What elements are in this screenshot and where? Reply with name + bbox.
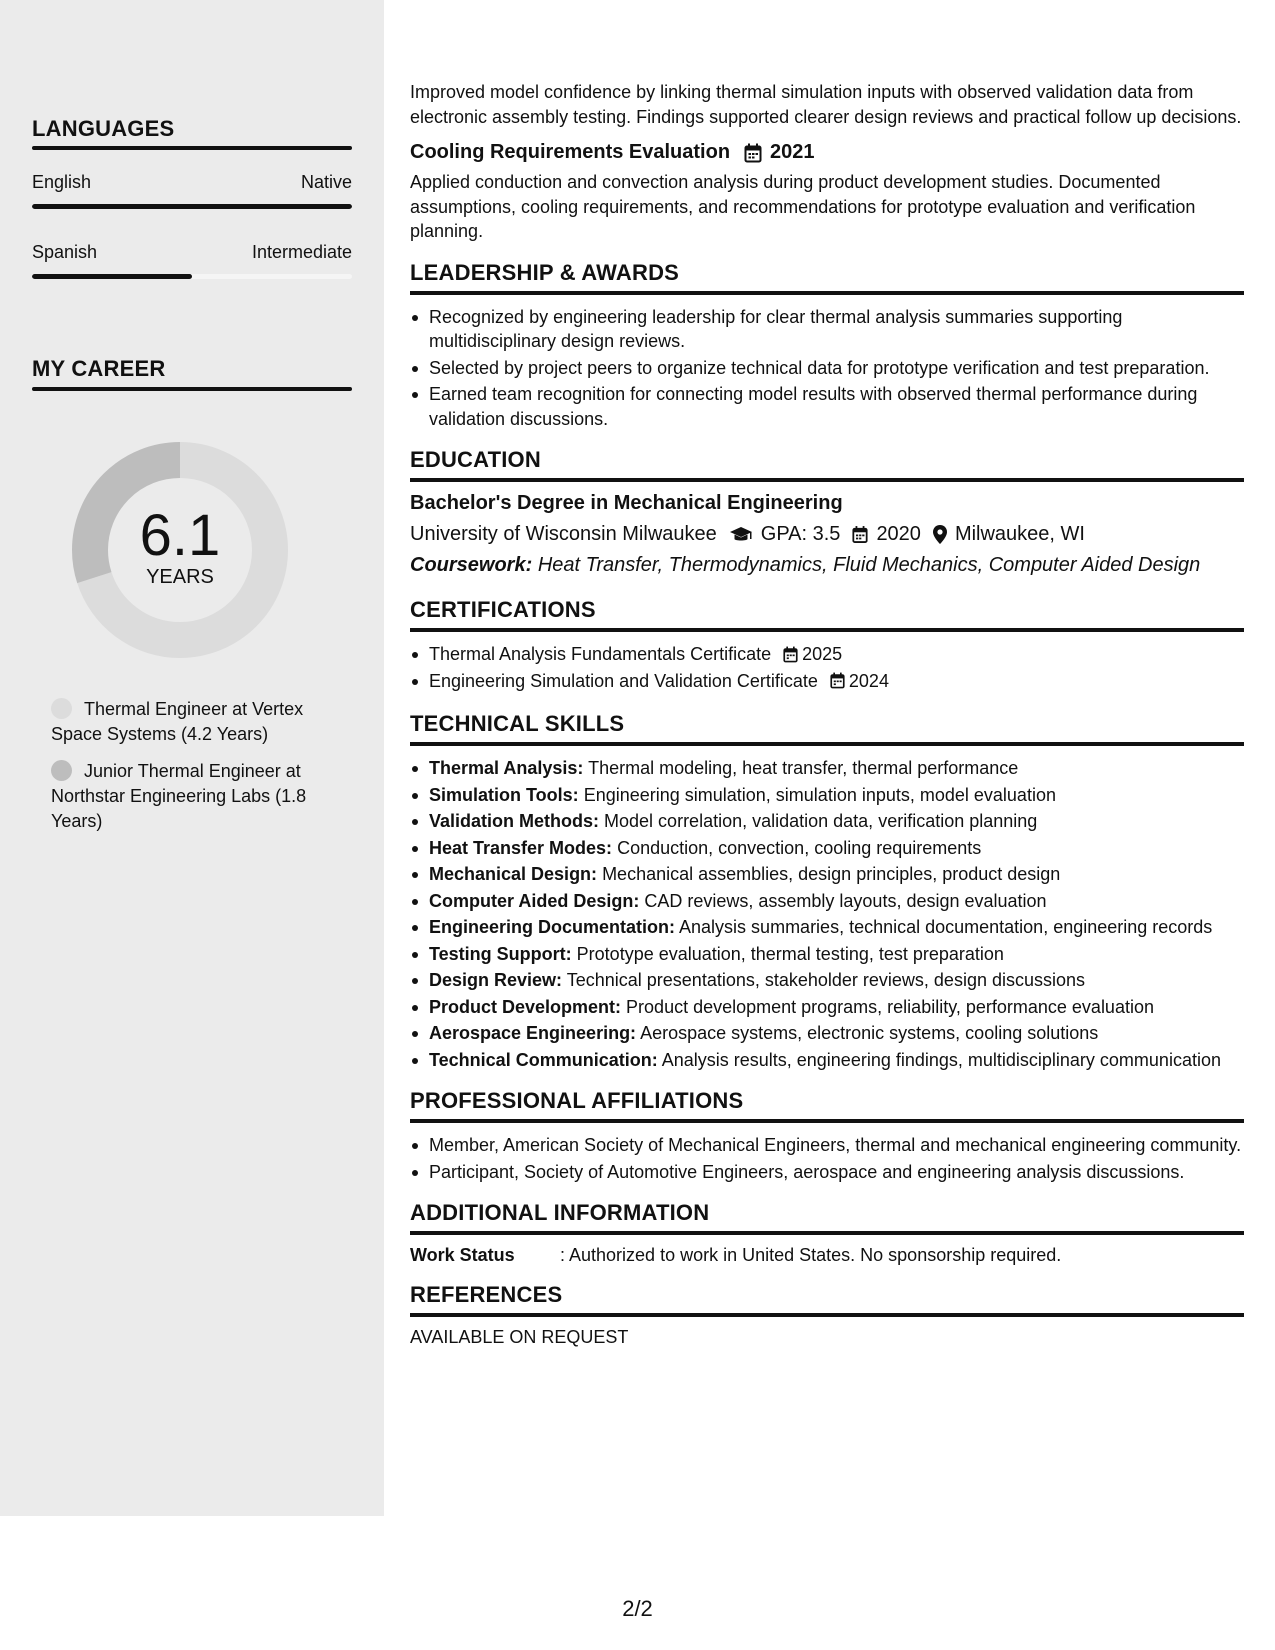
skill-item bbox=[410, 915, 1244, 940]
project-title: Cooling Requirements Evaluation bbox=[410, 141, 731, 163]
list-item: Earned team recognition for connecting model results with observed thermal performance during validation discussions. bbox=[410, 382, 1244, 431]
career-total bbox=[62, 504, 298, 589]
skill-item bbox=[410, 942, 1244, 967]
project-year: 2021 bbox=[770, 141, 815, 163]
education-section bbox=[410, 447, 1244, 577]
work-status-label: Work Status bbox=[410, 1245, 515, 1265]
career-legend-dot bbox=[51, 698, 72, 719]
sidebar bbox=[0, 0, 384, 1516]
skill-text: Thermal modeling, heat transfer, thermal performance bbox=[588, 758, 1019, 778]
certification-year: 2024 bbox=[848, 670, 889, 691]
coursework-label: Coursework: bbox=[410, 554, 533, 576]
calendar-icon bbox=[852, 525, 868, 544]
skill-item bbox=[410, 995, 1244, 1020]
language-name: English bbox=[32, 172, 92, 192]
affiliations-section bbox=[410, 1088, 1244, 1184]
skills-list bbox=[410, 756, 1244, 1072]
skill-text: CAD reviews, assembly layouts, design evaluation bbox=[644, 890, 1047, 911]
certification-year: 2025 bbox=[802, 644, 843, 664]
intro-paragraph: Improved model confidence by linking thermal simulation inputs with observed validation data from electronic assembly testing. Findings supported clearer design reviews and practical follow up decisions. bbox=[410, 82, 1242, 127]
project-title-row bbox=[410, 141, 1244, 164]
list-item: Member, American Society of Mechanical Engineers, thermal and mechanical engineering community. bbox=[410, 1133, 1244, 1158]
skill-label: Testing Support: bbox=[429, 943, 572, 964]
languages-heading-rule bbox=[32, 146, 352, 150]
skill-text: Mechanical assemblies, design principles, product design bbox=[602, 864, 1061, 884]
references-heading: REFERENCES bbox=[410, 1282, 1244, 1317]
skill-label: Validation Methods: bbox=[429, 811, 600, 831]
language-row-english bbox=[32, 172, 352, 193]
calendar-icon bbox=[783, 646, 798, 663]
location-pin-icon bbox=[933, 525, 947, 544]
education-heading: EDUCATION bbox=[410, 447, 1244, 482]
skill-text: Engineering simulation, simulation inputs, model evaluation bbox=[583, 784, 1056, 805]
language-bar-spanish bbox=[32, 274, 352, 279]
language-bar-english bbox=[32, 204, 352, 209]
certification-name: Thermal Analysis Fundamentals Certificate bbox=[429, 644, 772, 664]
skill-label: Heat Transfer Modes: bbox=[429, 837, 613, 858]
career-legend-dot bbox=[51, 760, 72, 781]
career-list bbox=[51, 697, 341, 846]
references-text: AVAILABLE ON REQUEST bbox=[410, 1327, 629, 1347]
education-details bbox=[410, 523, 1244, 546]
skill-text: Aerospace systems, electronic systems, cooling solutions bbox=[640, 1023, 1099, 1043]
language-name: Spanish bbox=[32, 242, 98, 262]
project-description: Applied conduction and convection analysis during product development studies. Documented assumptions, cooling requirements, and recommendations for prototype evaluation and verification planning. bbox=[410, 172, 1196, 241]
graduation-cap-icon bbox=[729, 526, 753, 544]
career-total-value: 6.1 bbox=[139, 503, 221, 568]
education-location: Milwaukee, WI bbox=[954, 523, 1085, 545]
calendar-icon bbox=[830, 672, 845, 689]
career-heading: MY CAREER bbox=[32, 356, 166, 381]
language-bar-fill bbox=[32, 274, 192, 279]
education-year: 2020 bbox=[876, 523, 921, 545]
leadership-section bbox=[410, 260, 1244, 432]
skill-item bbox=[410, 756, 1244, 781]
career-item bbox=[51, 697, 341, 747]
list-item: Recognized by engineering leadership for clear thermal analysis summaries supporting multidisciplinary design reviews. bbox=[410, 305, 1244, 354]
additional-info-heading: ADDITIONAL INFORMATION bbox=[410, 1200, 1244, 1235]
language-bar-fill bbox=[32, 204, 352, 209]
skill-item bbox=[410, 1048, 1244, 1073]
skill-text: Product development programs, reliability, performance evaluation bbox=[626, 996, 1154, 1017]
skill-item bbox=[410, 889, 1244, 914]
career-item bbox=[51, 759, 341, 834]
skill-item bbox=[410, 783, 1244, 808]
page-number: 2/2 bbox=[622, 1596, 653, 1621]
skill-label: Technical Communication: bbox=[429, 1049, 658, 1070]
skill-item bbox=[410, 1021, 1244, 1046]
calendar-icon bbox=[744, 143, 762, 163]
skills-heading: TECHNICAL SKILLS bbox=[410, 711, 1244, 746]
skill-item bbox=[410, 809, 1244, 834]
skill-item bbox=[410, 862, 1244, 887]
list-item bbox=[410, 642, 1244, 667]
education-coursework bbox=[410, 554, 1244, 577]
affiliations-heading: PROFESSIONAL AFFILIATIONS bbox=[410, 1088, 1244, 1123]
language-row-spanish bbox=[32, 242, 352, 263]
skill-label: Aerospace Engineering: bbox=[429, 1023, 637, 1043]
leadership-list bbox=[410, 305, 1244, 432]
languages-heading: LANGUAGES bbox=[32, 116, 175, 141]
leadership-heading: LEADERSHIP & AWARDS bbox=[410, 260, 1244, 295]
skill-text: Prototype evaluation, thermal testing, test preparation bbox=[576, 943, 1004, 964]
skill-label: Engineering Documentation: bbox=[429, 917, 676, 937]
work-status-row bbox=[410, 1245, 1244, 1266]
main-content bbox=[410, 80, 1244, 1348]
skill-text: Analysis results, engineering findings, multidisciplinary communication bbox=[661, 1049, 1221, 1070]
list-item: Participant, Society of Automotive Engineers, aerospace and engineering analysis discussions. bbox=[410, 1160, 1244, 1185]
skill-label: Thermal Analysis: bbox=[429, 758, 584, 778]
skill-label: Computer Aided Design: bbox=[429, 890, 640, 911]
education-gpa: GPA: 3.5 bbox=[760, 523, 841, 545]
education-degree: Bachelor's Degree in Mechanical Engineering bbox=[410, 492, 843, 514]
skill-label: Mechanical Design: bbox=[429, 864, 598, 884]
skill-label: Product Development: bbox=[429, 996, 622, 1017]
language-level: Intermediate bbox=[251, 242, 352, 262]
list-item: Selected by project peers to organize technical data for prototype verification and test preparation. bbox=[410, 356, 1244, 381]
skill-label: Design Review: bbox=[429, 970, 563, 990]
skill-text: Model correlation, validation data, verification planning bbox=[604, 811, 1038, 831]
education-school: University of Wisconsin Milwaukee bbox=[410, 523, 717, 545]
career-heading-rule bbox=[32, 387, 352, 391]
work-status-value: : Authorized to work in United States. No sponsorship required. bbox=[560, 1245, 1062, 1265]
list-item bbox=[410, 669, 1244, 694]
skill-item bbox=[410, 836, 1244, 861]
coursework-list: Heat Transfer, Thermodynamics, Fluid Mechanics, Computer Aided Design bbox=[537, 554, 1201, 576]
skill-text: Conduction, convection, cooling requirements bbox=[617, 837, 982, 858]
skill-label: Simulation Tools: bbox=[429, 784, 579, 805]
references-section bbox=[410, 1282, 1244, 1348]
additional-info-section bbox=[410, 1200, 1244, 1266]
language-level: Native bbox=[300, 172, 352, 192]
skill-text: Technical presentations, stakeholder reviews, design discussions bbox=[566, 970, 1086, 990]
affiliations-list bbox=[410, 1133, 1244, 1184]
skills-section bbox=[410, 711, 1244, 1072]
career-total-unit: YEARS bbox=[146, 566, 214, 588]
certification-name: Engineering Simulation and Validation Certificate bbox=[429, 670, 818, 691]
certifications-list bbox=[410, 642, 1244, 693]
skill-text: Analysis summaries, technical documentation, engineering records bbox=[679, 917, 1213, 937]
career-item-text: Junior Thermal Engineer at Northstar Engineering Labs (1.8 Years) bbox=[51, 761, 307, 831]
career-item-text: Thermal Engineer at Vertex Space Systems (4.2 Years) bbox=[51, 699, 304, 744]
certifications-section bbox=[410, 597, 1244, 693]
skill-item bbox=[410, 968, 1244, 993]
certifications-heading: CERTIFICATIONS bbox=[410, 597, 1244, 632]
